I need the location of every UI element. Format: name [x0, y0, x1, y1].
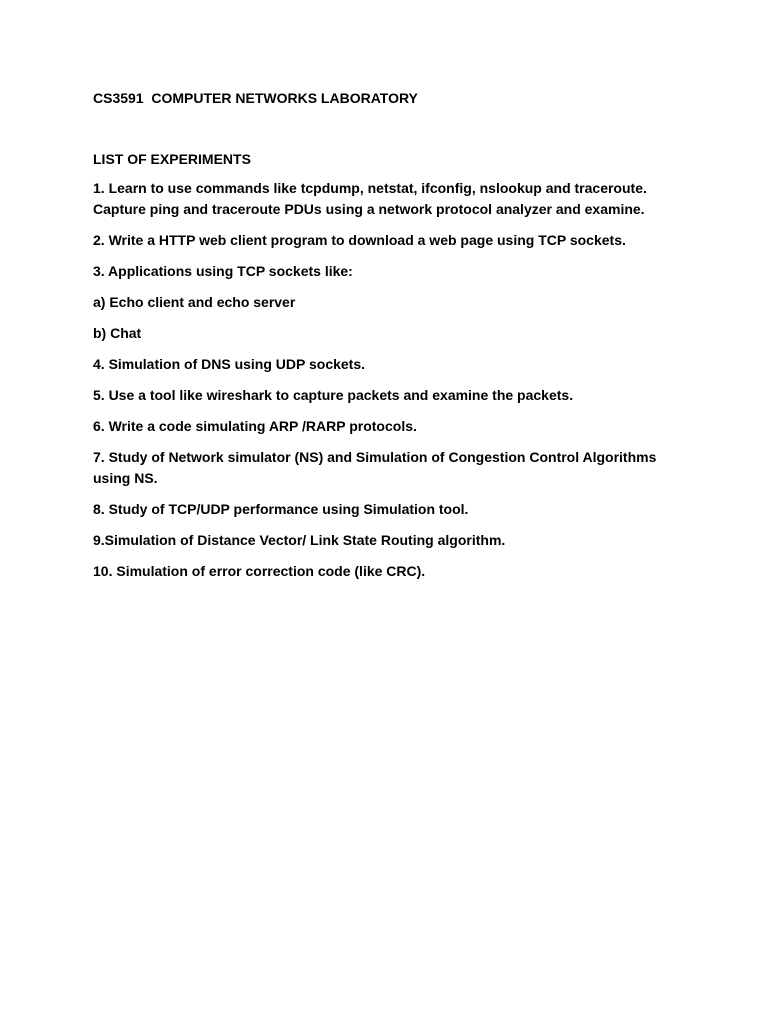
document-title: CS3591 COMPUTER NETWORKS LABORATORY: [93, 90, 418, 106]
document-content: [93, 88, 693, 592]
list-item: 8. Study of TCP/UDP performance using Simulation tool.: [93, 501, 469, 517]
list-item: 10. Simulation of error correction code (like CRC).: [93, 563, 426, 579]
list-item: 1. Learn to use commands like tcpdump, netstat, ifconfig, nslookup and traceroute. Capture ping and traceroute PDUs using a network protocol analyzer and examine.: [93, 180, 647, 217]
list-item: 3. Applications using TCP sockets like:: [93, 263, 353, 279]
list-item: 2. Write a HTTP web client program to download a web page using TCP sockets.: [93, 232, 626, 248]
list-item: a) Echo client and echo server: [93, 294, 296, 310]
list-item: 9.Simulation of Distance Vector/ Link State Routing algorithm.: [93, 532, 506, 548]
list-item: 6. Write a code simulating ARP /RARP protocols.: [93, 418, 417, 434]
list-item: b) Chat: [93, 325, 142, 341]
list-item: 7. Study of Network simulator (NS) and Simulation of Congestion Control Algorithms using NS.: [93, 449, 657, 486]
list-item: 5. Use a tool like wireshark to capture packets and examine the packets.: [93, 387, 574, 403]
list-item: 4. Simulation of DNS using UDP sockets.: [93, 356, 366, 372]
list-heading: LIST OF EXPERIMENTS: [93, 151, 251, 167]
